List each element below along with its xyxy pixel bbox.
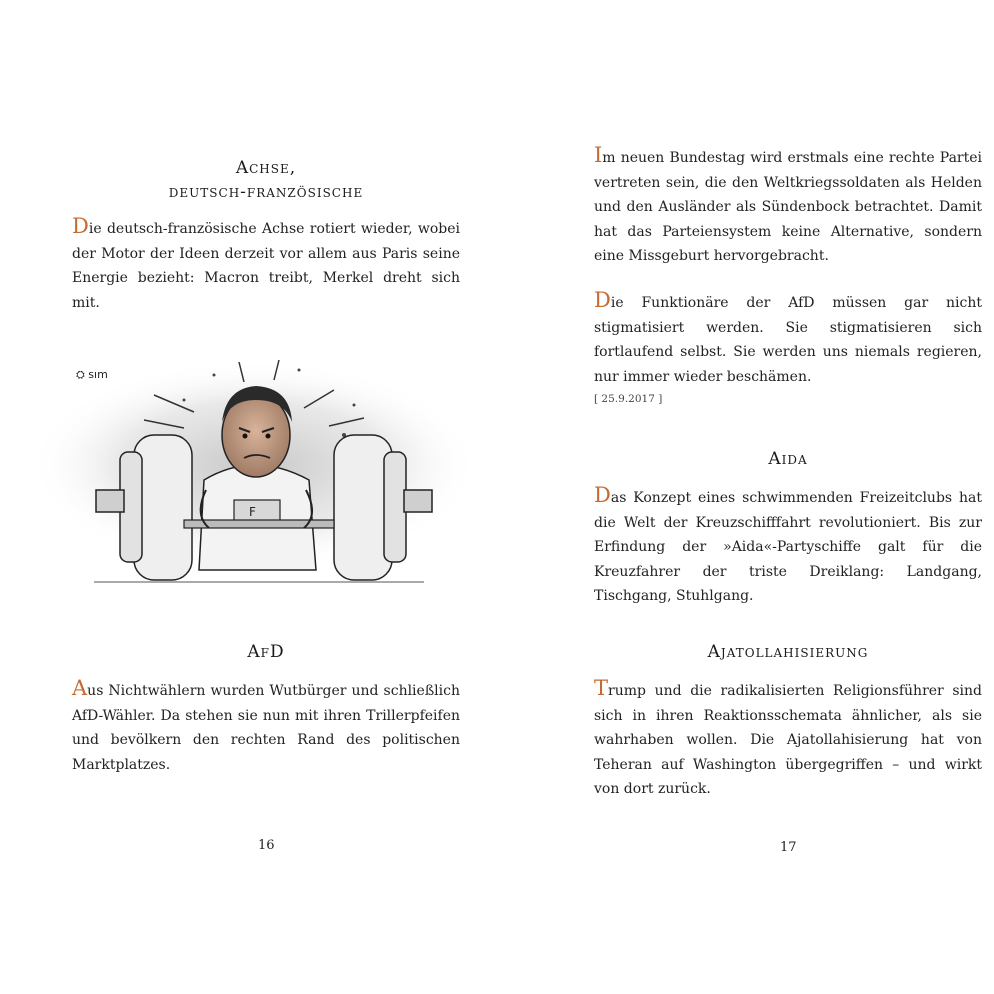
dropcap: D	[72, 214, 89, 238]
dropcap: D	[594, 483, 611, 507]
right-page	[594, 0, 982, 994]
paragraph-text: m neuen Bundestag wird erstmals eine rechte Partei vertreten sein, die den Weltkriegssoldaten als Helden und den Ausländer als Sündenbock betrachtet. Damit hat das Parteiensystem keine Alternative, sondern eine Missgeburt hervorgebracht.	[594, 150, 982, 264]
entry-text-afd-continued	[594, 145, 982, 269]
entry-heading-aida: Aida	[768, 449, 808, 469]
entry-text-achse	[72, 216, 460, 315]
paragraph-text: rump und die radikalisierten Religionsführer sind sich in ihren Reaktionsschemata ähnlicher, als sie wahrhaben wollen. Die Ajatollahisierung hat von Teheran auf Washington übergegriffen – und wirkt von dort zurück.	[594, 683, 982, 797]
paragraph-text: as Konzept eines schwimmenden Freizeitclubs hat die Welt der Kreuzschifffahrt revolutioniert. Bis zur Erfindung der »Aida«-Partyschiffe galt für die Kreuzfahrer der triste Dreiklang: Landgang, Tischgang, Stuhlgang.	[594, 490, 982, 604]
paragraph-text: ie Funktionäre der AfD müssen gar nicht stigmatisiert werden. Sie stigmatisieren sich fortlaufend selbst. Sie werden uns niemals regieren, nur immer wieder beschämen.	[594, 295, 982, 385]
entry-heading-afd: AfD	[247, 642, 285, 662]
entry-heading-achse	[72, 156, 460, 204]
left-page	[72, 0, 460, 994]
dropcap: A	[72, 676, 88, 700]
paragraph-text: ie deutsch-französische Achse rotiert wieder, wobei der Motor der Ideen derzeit vor allem aus Paris seine Energie bezieht: Macron treibt, Merkel dreht sich mit.	[72, 221, 460, 311]
entry-text-aida	[594, 485, 982, 609]
page-number: 16	[258, 838, 275, 853]
dropcap: I	[594, 143, 603, 167]
dropcap: T	[594, 676, 609, 700]
paragraph-text: us Nichtwählern wurden Wutbürger und schließlich AfD-Wähler. Da stehen sie nun mit ihren Trillerpfeifen und bevölkern den rechten Rand des politischen Marktplatzes.	[72, 683, 460, 773]
entry-heading-ajatollahisierung: Ajatollahisierung	[707, 642, 869, 662]
svg-text:F: F	[249, 505, 256, 519]
caricature-illustration	[34, 340, 474, 590]
date-stamp: [ 25.9.2017 ]	[594, 393, 663, 405]
entry-text-afd-second	[594, 290, 982, 389]
svg-text:⛭ sım: ⛭ sım	[76, 368, 108, 381]
heading-line-2: deutsch-französische	[168, 182, 364, 202]
entry-text-ajatollahisierung	[594, 678, 982, 802]
page-number: 17	[780, 840, 797, 855]
dropcap: D	[594, 288, 611, 312]
entry-text-afd	[72, 678, 460, 777]
heading-line-1: Achse,	[235, 158, 297, 178]
